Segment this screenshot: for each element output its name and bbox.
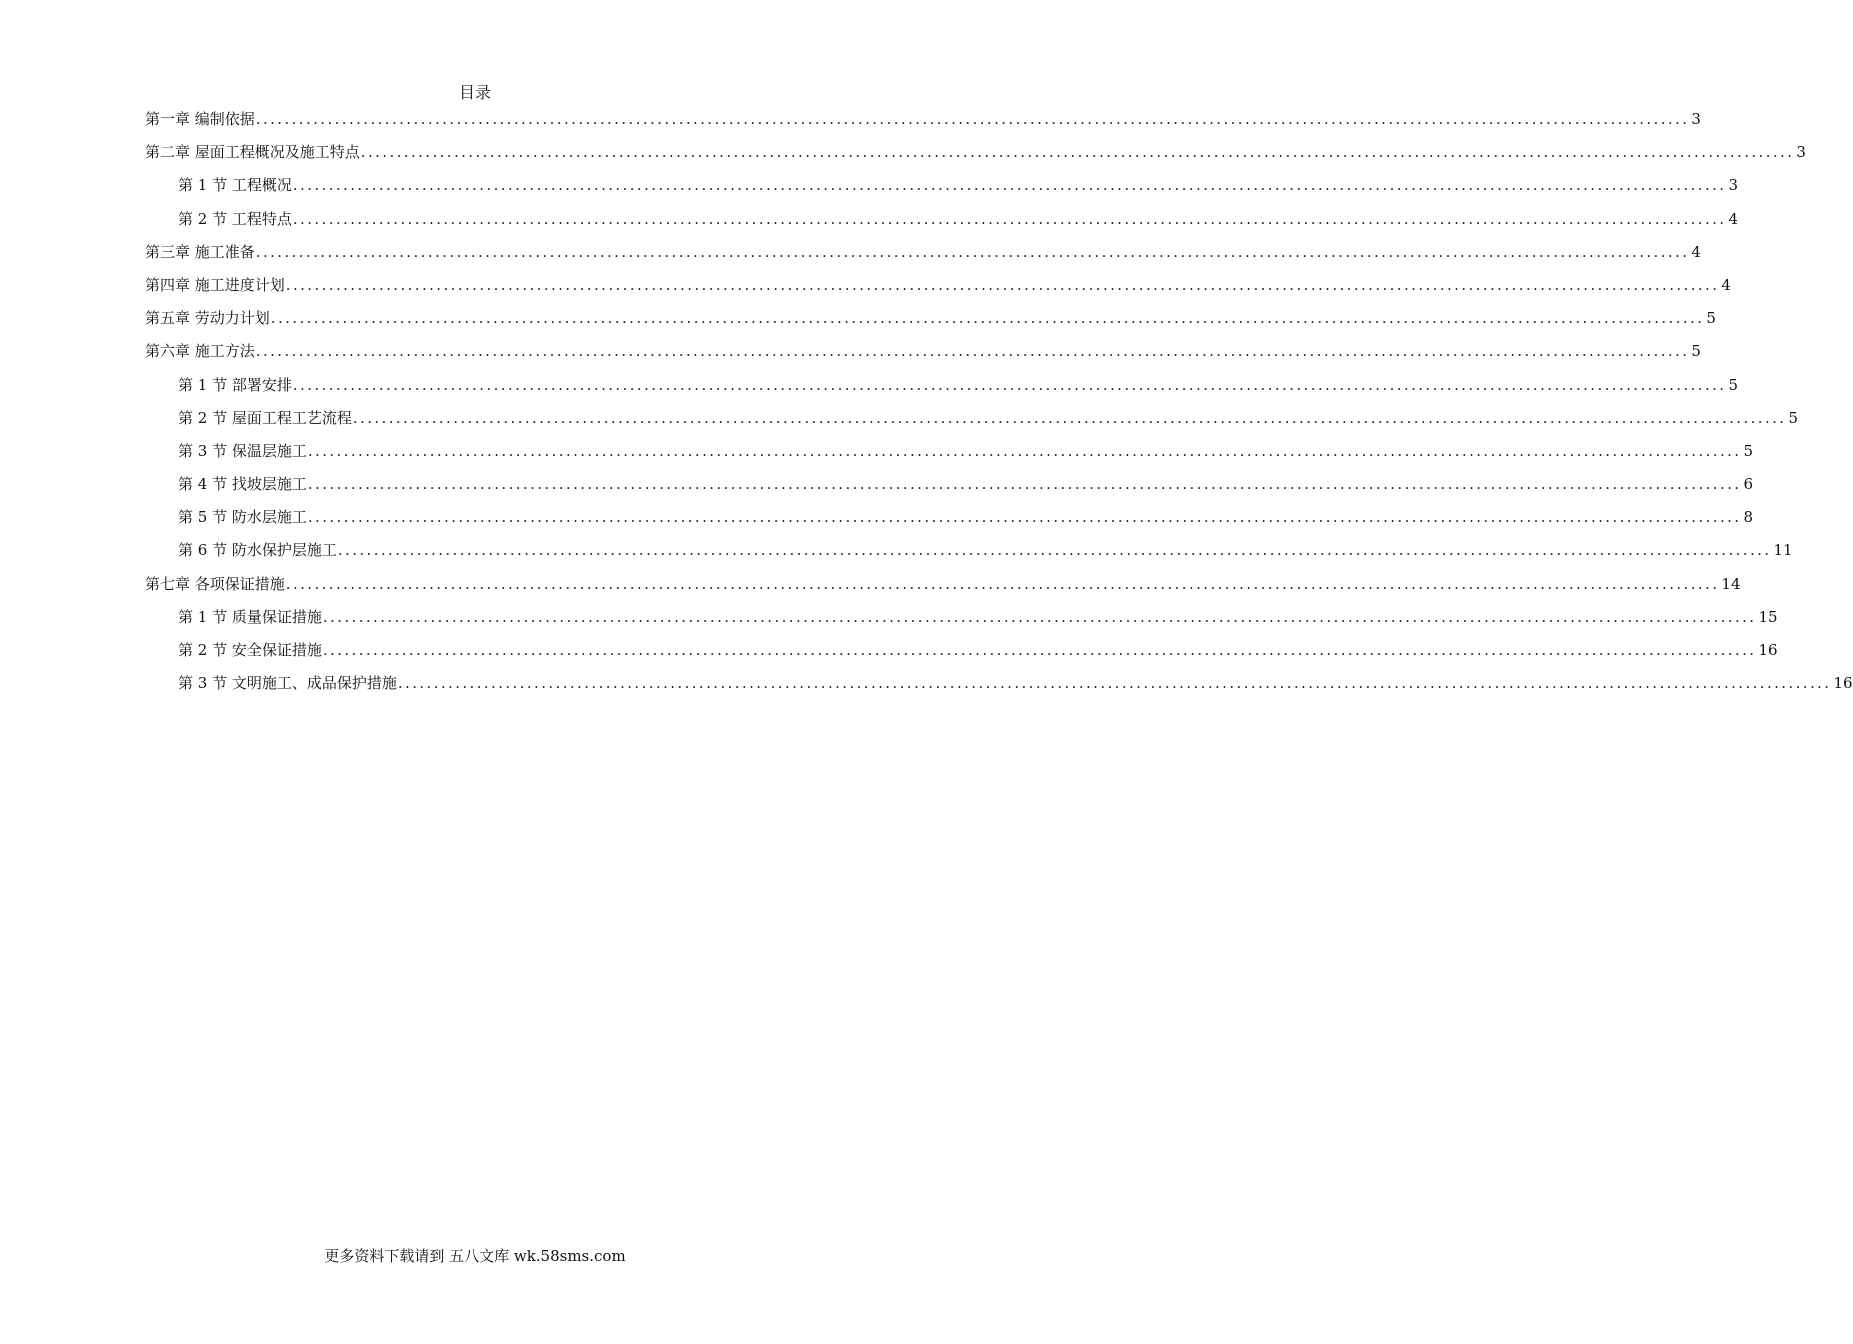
toc-dot-leader: ........................................................................................................................................................................................................ <box>307 508 1742 527</box>
toc-dot-leader: ........................................................................................................................................................................................................ <box>292 176 1727 195</box>
toc-entry-label: 第 5 节 防水层施工 <box>178 508 307 527</box>
toc-dot-leader: ........................................................................................................................................................................................................ <box>292 375 1727 394</box>
toc-entry-section[interactable] <box>145 468 1754 501</box>
toc-entry-section[interactable] <box>145 203 1739 236</box>
toc-entry-label: 第 4 节 找坡层施工 <box>178 475 307 494</box>
toc-entry-chapter[interactable] <box>145 103 1701 136</box>
toc-entry-page: 11 <box>1773 541 1793 560</box>
toc-entry-page: 3 <box>1691 110 1701 128</box>
toc-dot-leader: ........................................................................................................................................................................................................ <box>307 475 1742 494</box>
toc-dot-leader: ........................................................................................................................................................................................................ <box>360 143 1795 162</box>
toc-entry-section[interactable] <box>145 601 1778 634</box>
toc-entry-section[interactable] <box>145 634 1778 667</box>
toc-dot-leader: ........................................................................................................................................................................................................ <box>337 541 1772 560</box>
toc-entry-chapter[interactable] <box>145 136 1806 169</box>
toc-list <box>145 103 1853 700</box>
toc-dot-leader: ........................................................................................................................................................................................................ <box>292 209 1727 228</box>
toc-dot-leader: ........................................................................................................................................................................................................ <box>255 242 1690 261</box>
toc-entry-label: 第二章 屋面工程概况及施工特点 <box>145 143 360 162</box>
toc-dot-leader: ........................................................................................................................................................................................................ <box>397 674 1832 693</box>
toc-entry-section[interactable] <box>145 402 1799 435</box>
toc-entry-page: 4 <box>1721 275 1731 294</box>
toc-entry-label: 第 1 节 工程概况 <box>178 176 292 195</box>
toc-entry-page: 5 <box>1691 342 1701 361</box>
toc-dot-leader: ........................................................................................................................................................................................................ <box>285 275 1720 294</box>
toc-title: 目录 <box>458 83 491 102</box>
toc-entry-label: 第 2 节 安全保证措施 <box>178 641 322 659</box>
toc-entry-page: 8 <box>1743 508 1754 527</box>
toc-entry-page: 5 <box>1788 408 1799 427</box>
toc-entry-label: 第五章 劳动力计划 <box>145 309 270 328</box>
toc-entry-page: 4 <box>1691 242 1701 261</box>
toc-entry-label: 第七章 各项保证措施 <box>145 574 285 593</box>
toc-entry-section[interactable] <box>145 369 1739 402</box>
toc-entry-section[interactable] <box>145 435 1754 468</box>
toc-entry-label: 第 1 节 质量保证措施 <box>178 607 322 626</box>
toc-dot-leader: ........................................................................................................................................................................................................ <box>307 441 1742 460</box>
toc-dot-leader: ........................................................................................................................................................................................................ <box>352 408 1787 427</box>
toc-entry-page: 3 <box>1728 176 1739 195</box>
toc-entry-label: 第一章 编制依据 <box>145 110 255 128</box>
toc-entry-page: 16 <box>1833 674 1853 693</box>
toc-entry-label: 第 6 节 防水保护层施工 <box>178 541 337 560</box>
toc-entry-chapter[interactable] <box>145 269 1731 302</box>
toc-entry-page: 6 <box>1743 475 1754 494</box>
toc-entry-label: 第 3 节 文明施工、成品保护措施 <box>178 674 397 693</box>
toc-entry-section[interactable] <box>145 534 1793 567</box>
toc-entry-page: 14 <box>1721 574 1741 593</box>
toc-entry-chapter[interactable] <box>145 302 1716 335</box>
toc-entry-label: 第 2 节 屋面工程工艺流程 <box>178 408 352 427</box>
toc-entry-label: 第六章 施工方法 <box>145 342 255 361</box>
footer-text: 更多资料下载请到 五八文库 wk.58sms.com <box>324 1247 626 1265</box>
toc-entry-chapter[interactable] <box>145 236 1701 269</box>
toc-entry-label: 第 3 节 保温层施工 <box>178 441 307 460</box>
toc-dot-leader: ........................................................................................................................................................................................................ <box>322 607 1757 626</box>
toc-entry-label: 第 2 节 工程特点 <box>178 209 292 228</box>
toc-entry-page: 3 <box>1796 143 1806 162</box>
toc-entry-section[interactable] <box>145 169 1739 202</box>
toc-entry-section[interactable] <box>145 501 1754 534</box>
toc-entry-section[interactable] <box>145 667 1853 700</box>
toc-entry-page: 4 <box>1728 209 1739 228</box>
toc-entry-page: 15 <box>1758 607 1778 626</box>
toc-dot-leader: ........................................................................................................................................................................................................ <box>270 309 1705 328</box>
toc-dot-leader: ........................................................................................................................................................................................................ <box>255 342 1690 361</box>
toc-entry-page: 5 <box>1706 309 1716 328</box>
toc-entry-page: 16 <box>1758 641 1778 659</box>
toc-entry-label: 第 1 节 部署安排 <box>178 375 292 394</box>
toc-entry-label: 第三章 施工准备 <box>145 242 255 261</box>
toc-entry-label: 第四章 施工进度计划 <box>145 275 285 294</box>
toc-entry-page: 5 <box>1743 441 1754 460</box>
toc-dot-leader: ........................................................................................................................................................................................................ <box>285 574 1720 593</box>
toc-entry-chapter[interactable] <box>145 335 1701 368</box>
toc-entry-chapter[interactable] <box>145 568 1741 601</box>
toc-dot-leader: ........................................................................................................................................................................................................ <box>322 641 1757 659</box>
toc-dot-leader: ........................................................................................................................................................................................................ <box>255 110 1690 128</box>
toc-entry-page: 5 <box>1728 375 1739 394</box>
